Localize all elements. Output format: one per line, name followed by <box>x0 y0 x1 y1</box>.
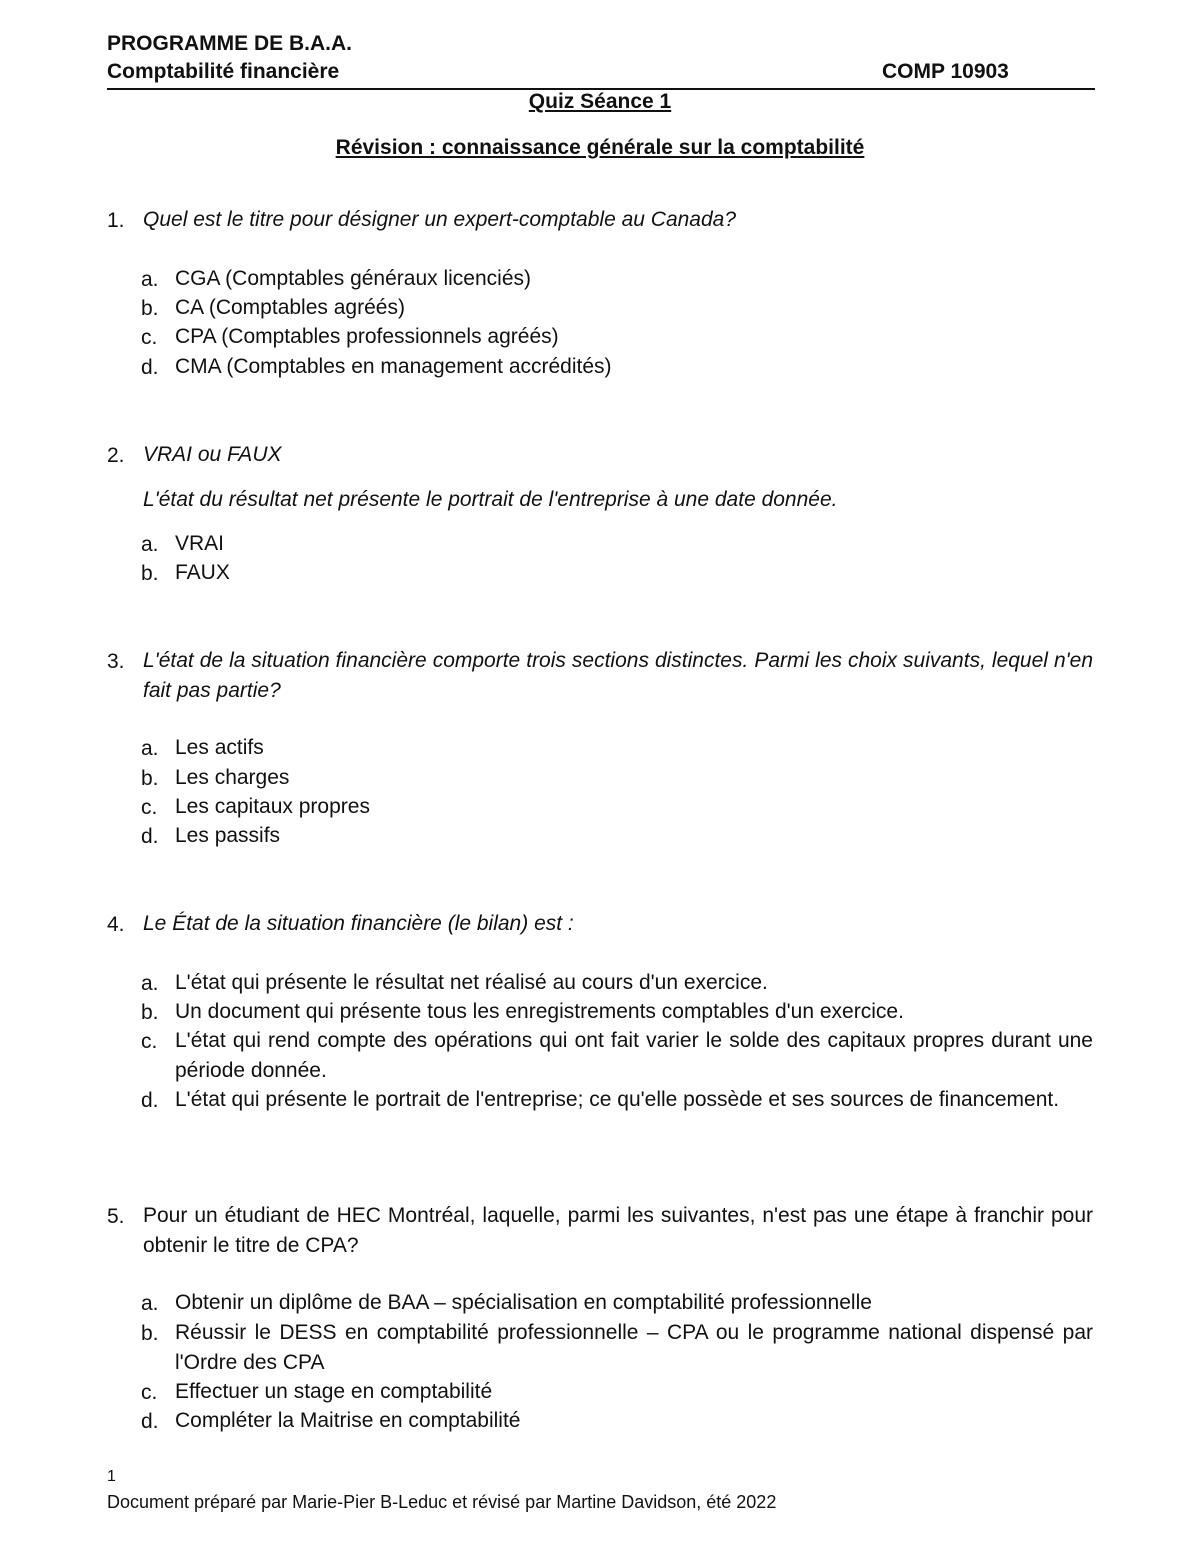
option-text: L'état qui présente le résultat net réalisé au cours d'un exercice. <box>175 971 768 994</box>
option-letter: a. <box>141 972 159 995</box>
option-text: Obtenir un diplôme de BAA – spécialisation en comptabilité professionnelle <box>175 1291 872 1314</box>
option-letter: a. <box>141 1292 159 1315</box>
option-letter: c. <box>141 796 158 819</box>
question-number: 3. <box>107 650 125 673</box>
option-letter: a. <box>141 737 159 760</box>
question-text: VRAI ou FAUX <box>143 443 282 466</box>
course-header <box>107 60 1095 90</box>
option-letter: b. <box>141 297 159 320</box>
option-text: Les passifs <box>175 824 281 847</box>
option-text: Les actifs <box>175 736 264 759</box>
option-letter: b. <box>141 1322 159 1345</box>
option-text: CGA (Comptables généraux licenciés) <box>175 267 531 290</box>
question-text: L'état de la situation financière comporte trois sections distinctes. Parmi les choix suivants, lequel n'en fait pas partie? <box>143 649 1093 702</box>
quiz-title: Quiz Séance 1 <box>528 90 672 113</box>
option-letter: d. <box>141 356 159 379</box>
option-text: Les capitaux propres <box>175 795 370 818</box>
option-letter: d. <box>141 825 159 848</box>
option-text: Les charges <box>175 766 290 789</box>
quiz-subtitle: Révision : connaissance générale sur la comptabilité <box>335 136 865 159</box>
question-number: 1. <box>107 209 125 232</box>
page-number: 1 <box>107 1468 116 1485</box>
course-code: COMP 10903 <box>882 60 1009 83</box>
option-text: CMA (Comptables en management accrédités) <box>175 355 612 378</box>
question-text: Le État de la situation financière (le bilan) est : <box>143 912 574 935</box>
question-number: 2. <box>107 444 125 467</box>
question-number: 4. <box>107 913 125 936</box>
option-text: L'état qui présente le portrait de l'entreprise; ce qu'elle possède et ses sources de financement. <box>175 1088 1060 1111</box>
option-letter: d. <box>141 1089 159 1112</box>
option-letter: c. <box>141 1030 158 1053</box>
footer-credit: Document préparé par Marie-Pier B-Leduc et révisé par Martine Davidson, été 2022 <box>107 1492 777 1512</box>
option-text: Réussir le DESS en comptabilité professionnelle – CPA ou le programme national dispensé par l'Ordre des CPA <box>175 1321 1093 1374</box>
question-number: 5. <box>107 1205 125 1228</box>
option-letter: c. <box>141 1381 158 1404</box>
option-letter: c. <box>141 326 158 349</box>
option-text: Effectuer un stage en comptabilité <box>175 1380 493 1403</box>
course-name: Comptabilité financière <box>107 60 340 83</box>
option-text: Compléter la Maitrise en comptabilité <box>175 1409 521 1432</box>
question-text: Pour un étudiant de HEC Montréal, laquelle, parmi les suivantes, n'est pas une étape à franchir pour obtenir le titre de CPA? <box>143 1204 1093 1257</box>
option-text: Un document qui présente tous les enregistrements comptables d'un exercice. <box>175 1000 904 1023</box>
option-letter: b. <box>141 767 159 790</box>
question-statement: L'état du résultat net présente le portrait de l'entreprise à une date donnée. <box>143 488 838 511</box>
option-text: FAUX <box>175 561 230 584</box>
program-title: PROGRAMME DE B.A.A. <box>107 32 353 55</box>
option-letter: d. <box>141 1410 159 1433</box>
option-text: CA (Comptables agréés) <box>175 296 405 319</box>
option-text: L'état qui rend compte des opérations qui ont fait varier le solde des capitaux propres durant une période donnée. <box>175 1029 1093 1082</box>
question-text: Quel est le titre pour désigner un expert-comptable au Canada? <box>143 208 737 231</box>
option-text: VRAI <box>175 532 225 555</box>
option-letter: b. <box>141 1001 159 1024</box>
option-text: CPA (Comptables professionnels agréés) <box>175 325 559 348</box>
option-letter: b. <box>141 562 159 585</box>
option-letter: a. <box>141 268 159 291</box>
option-letter: a. <box>141 533 159 556</box>
